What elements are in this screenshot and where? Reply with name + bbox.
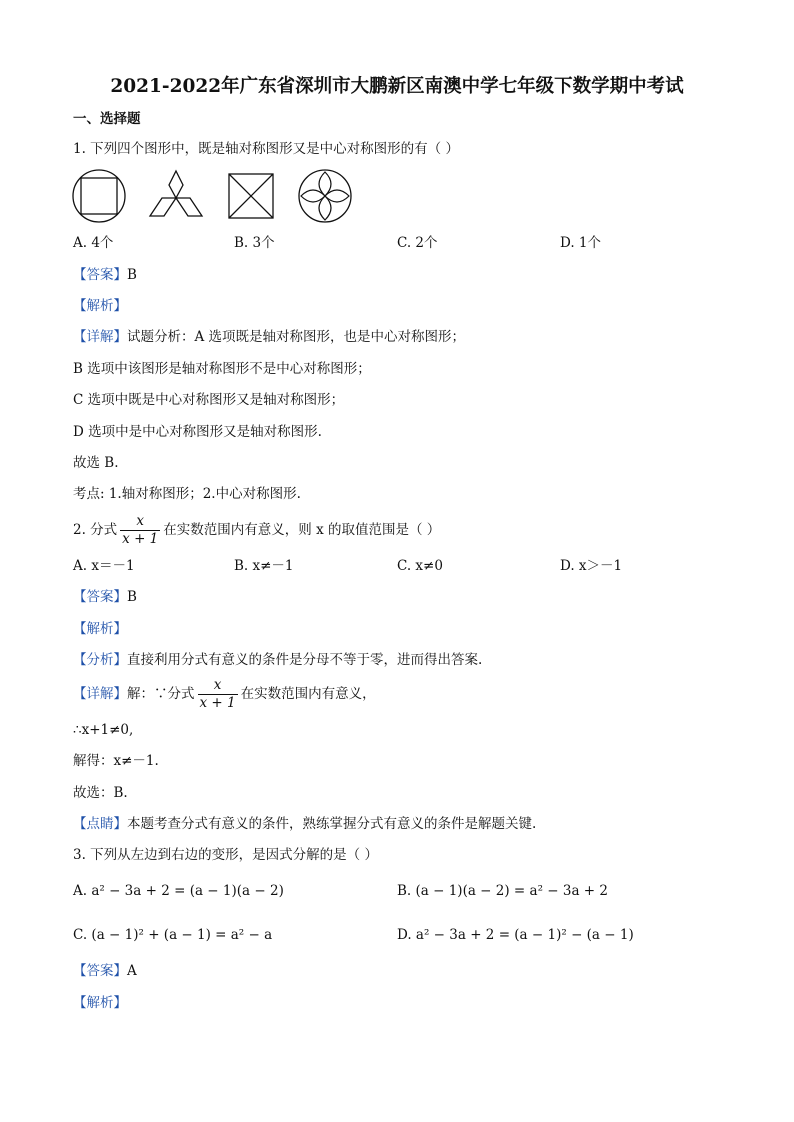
q2-detail-denominator: x + 1 bbox=[199, 695, 236, 711]
q3-option-c: C. (a − 1)² + (a − 1) = a² − a bbox=[73, 927, 273, 943]
q2-detail bbox=[73, 674, 376, 714]
q2-conclusion: 故选：B. bbox=[73, 785, 128, 801]
fenxi-tag: 【分析】 bbox=[73, 652, 127, 668]
q1-conclusion: 故选 B. bbox=[73, 455, 119, 471]
q3-option-a: A. a² − 3a + 2 = (a − 1)(a − 2) bbox=[73, 883, 284, 899]
q2-fenxi bbox=[73, 651, 482, 669]
q2-analysis-tag: 【解析】 bbox=[73, 621, 127, 637]
q2-stem bbox=[73, 510, 440, 550]
q2-fenxi-text: 直接利用分式有意义的条件是分母不等于零，进而得出答案. bbox=[127, 652, 483, 668]
four-petal-circle-icon bbox=[295, 168, 355, 224]
q3-answer-value: A bbox=[127, 963, 137, 979]
q1-option-b: B. 3个 bbox=[234, 235, 275, 251]
q2-detail-numerator: x bbox=[198, 677, 238, 695]
q1-kaodian: 考点: 1.轴对称图形；2.中心对称图形. bbox=[73, 486, 301, 502]
detail-tag: 【详解】 bbox=[73, 329, 127, 345]
circle-square-icon bbox=[70, 168, 130, 224]
q1-option-d: D. 1个 bbox=[560, 235, 602, 251]
q2-option-c: C. x≠0 bbox=[397, 558, 443, 574]
q2-option-b: B. x≠－1 bbox=[234, 558, 294, 574]
detail-tag: 【详解】 bbox=[73, 686, 127, 702]
q1-option-c: C. 2个 bbox=[397, 235, 438, 251]
q3-answer bbox=[73, 962, 137, 980]
page-title: 2021-2022年广东省深圳市大鹏新区南澳中学七年级下数学期中考试 bbox=[110, 76, 684, 97]
q1-option-a: A. 4个 bbox=[73, 235, 114, 251]
dianjing-tag: 【点睛】 bbox=[73, 816, 127, 832]
q3-stem: 3. 下列从左边到右边的变形，是因式分解的是（ ） bbox=[73, 847, 378, 863]
q1-detail-line4: D 选项中是中心对称图形又是轴对称图形. bbox=[73, 424, 322, 440]
q2-option-a: A. x＝－1 bbox=[73, 558, 135, 574]
q1-detail-line3: C 选项中既是中心对称图形又是轴对称图形； bbox=[73, 392, 345, 408]
three-rhombus-icon bbox=[146, 168, 206, 224]
q2-answer bbox=[73, 588, 137, 606]
answer-tag: 【答案】 bbox=[73, 963, 127, 979]
answer-tag: 【答案】 bbox=[73, 589, 127, 605]
crossed-square-icon bbox=[224, 168, 280, 224]
q1-detail bbox=[73, 328, 465, 346]
q2-detail-fraction bbox=[198, 677, 238, 712]
q2-step2: 解得：x≠－1. bbox=[73, 753, 159, 769]
q2-detail-pre: 解：∵分式 bbox=[127, 686, 195, 702]
q3-option-b: B. (a − 1)(a − 2) = a² − 3a + 2 bbox=[397, 883, 609, 899]
q2-detail-post: 在实数范围内有意义， bbox=[240, 686, 376, 702]
q3-option-d: D. a² − 3a + 2 = (a − 1)² − (a − 1) bbox=[397, 927, 634, 943]
q2-option-d: D. x＞－1 bbox=[560, 558, 623, 574]
q2-stem-post: 在实数范围内有意义，则 x 的取值范围是（ ） bbox=[163, 522, 441, 538]
answer-tag: 【答案】 bbox=[73, 267, 127, 283]
q1-analysis-tag: 【解析】 bbox=[73, 298, 127, 314]
q2-fraction bbox=[120, 513, 160, 548]
q2-stem-pre: 2. 分式 bbox=[73, 522, 118, 538]
q1-answer bbox=[73, 266, 137, 284]
q1-detail-line1: 试题分析：A 选项既是轴对称图形，也是中心对称图形； bbox=[127, 329, 466, 345]
q2-step1: ∴x+1≠0, bbox=[73, 722, 134, 738]
q1-detail-line2: B 选项中该图形是轴对称图形不是中心对称图形； bbox=[73, 361, 371, 377]
q2-dianjing bbox=[73, 815, 536, 833]
q2-dianjing-text: 本题考查分式有意义的条件，熟练掌握分式有意义的条件是解题关键. bbox=[127, 816, 537, 832]
q2-fraction-numerator: x bbox=[120, 513, 160, 531]
q2-answer-value: B bbox=[127, 589, 137, 605]
q2-fraction-denominator: x + 1 bbox=[122, 531, 159, 547]
q1-answer-value: B bbox=[127, 267, 137, 283]
q1-stem: 1. 下列四个图形中，既是轴对称图形又是中心对称图形的有（ ） bbox=[73, 141, 459, 157]
q3-analysis-tag: 【解析】 bbox=[73, 995, 127, 1011]
section-heading: 一、选择题 bbox=[73, 111, 141, 127]
